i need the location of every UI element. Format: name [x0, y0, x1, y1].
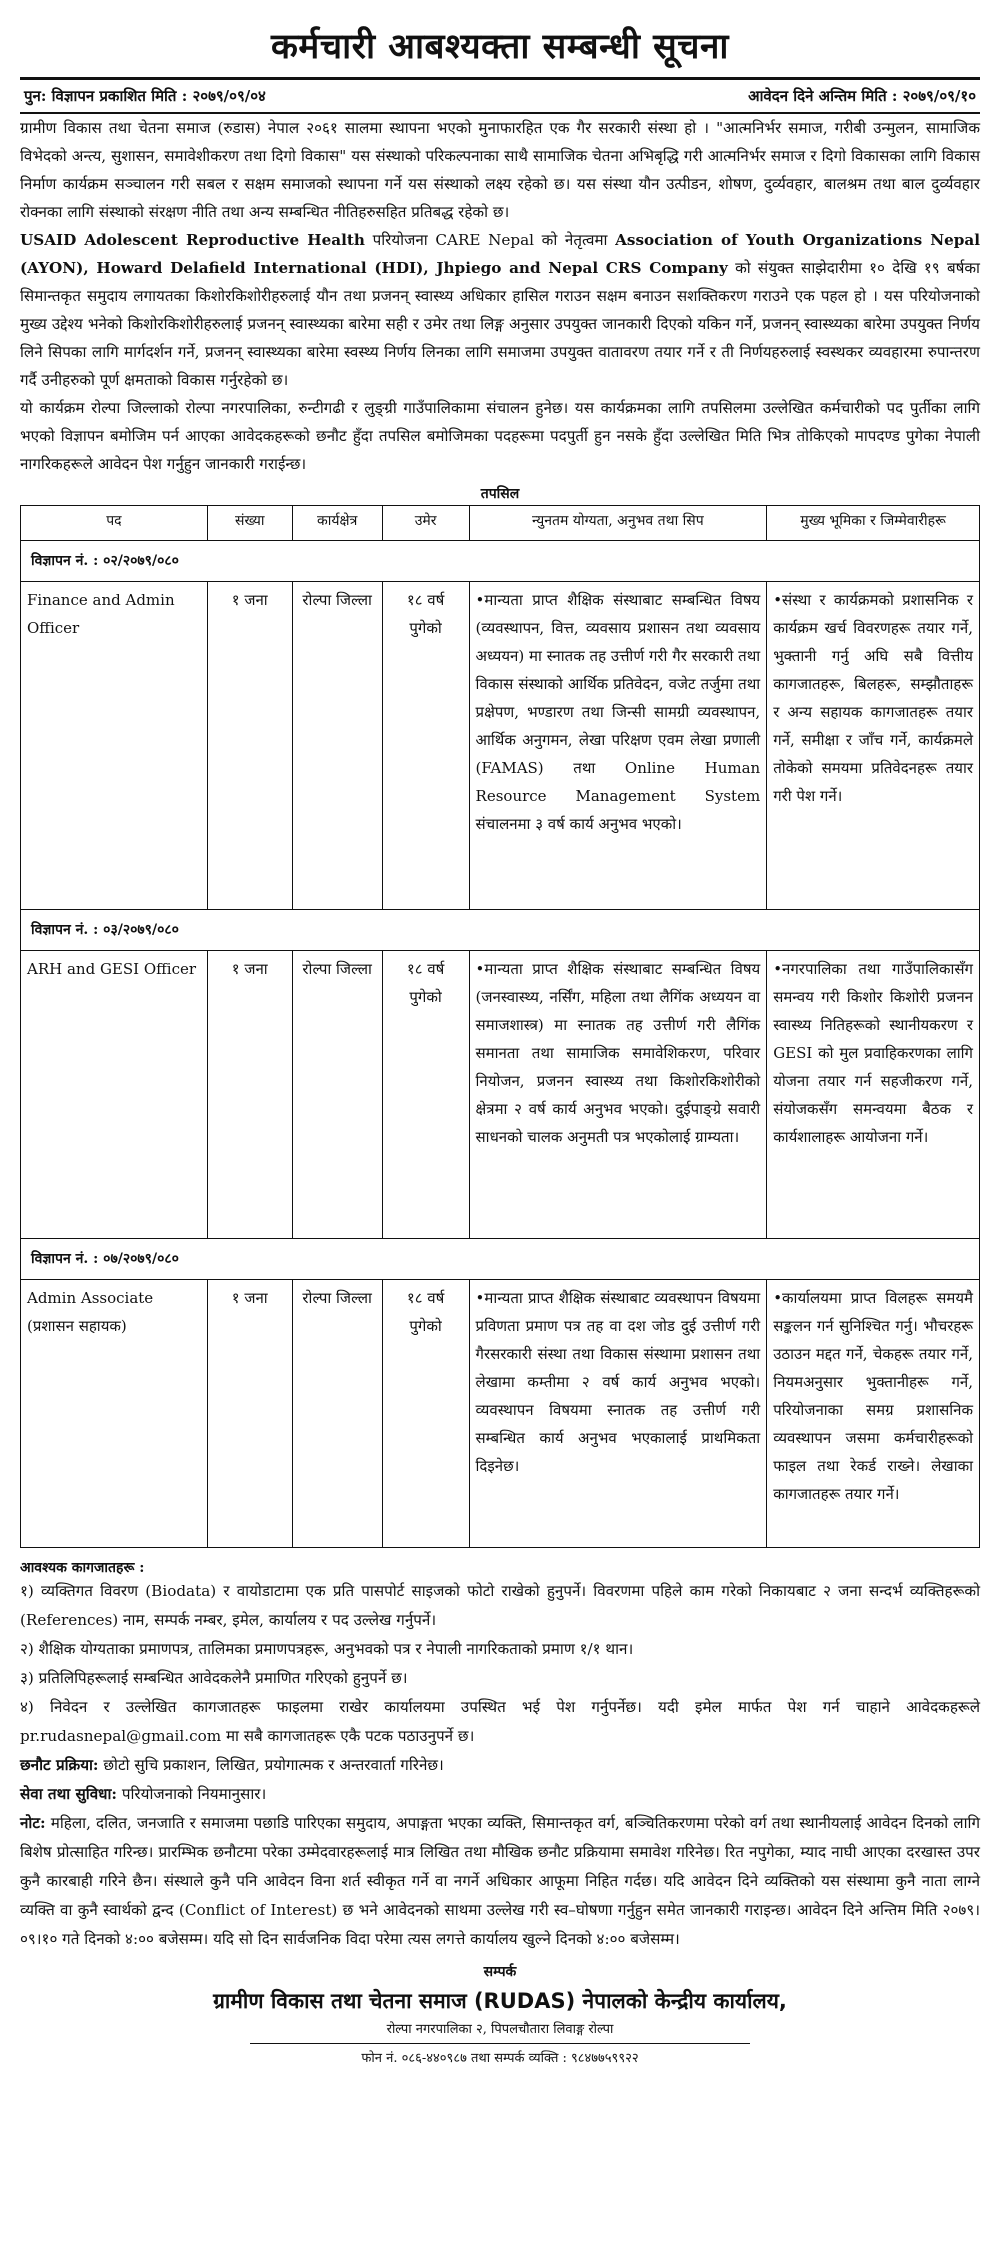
intro-paragraph-1: ग्रामीण विकास तथा चेतना समाज (रुडास) नेपाल २०६१ सालमा स्थापना भएको मुनाफारहित एक गैर सरकारी संस्था हो । "आत्मनिर्भर समाज, गरीबी उन्मुलन, सामाजिक विभेदको अन्त्य, सुशासन, समावेशीकरण तथा दिगो विकास" यस संस्थाको परिकल्पनाका साथै सामाजिक चेतना अभिबृद्धि गरी आत्मनिर्भर समाज र दिगो विकासका लागि विकास निर्माण कार्यक्रम सञ्चालन गरी सबल र सक्षम समाजको स्थापना गर्ने यस संस्थाको लक्ष्य रहेको छ। यस संस्था यौन उत्पीडन, शोषण, दुर्व्यवहार, बालश्रम तथा बाल दुर्व्यवहार रोक्नका लागि संस्थाको संरक्षण नीति तथा अन्य सम्बन्धित नीतिहरुसहित प्रतिबद्ध रहेको छ।	[20, 119, 980, 221]
partners-name: Association of Youth Organizations Nepal (AYON), Howard Delafield International (HDI), Jhpiego and Nepal CRS Company	[20, 231, 980, 277]
contact-heading: सम्पर्क	[483, 1964, 517, 1980]
list-item: ४) निवेदन र उल्लेखित कागजातहरू फाइलमा राखेर कार्यालयमा उपस्थित भई पेश गर्नुपर्नेछ। यदी इमेल मार्फत पेश गर्न चाहाने आवेदकहरूले pr.rudasnepal@gmail.com मा सबै कागजातहरू एकै पटक पठाउनुपर्ने छ।	[20, 1698, 980, 1745]
notice-page	[20, 22, 980, 2066]
ad-number: विज्ञापन नं. : ०७/२०७९/०८०	[21, 1239, 980, 1280]
table-row	[21, 951, 980, 1239]
post-title: Finance and Admin Officer	[21, 582, 208, 910]
selection-process	[20, 1751, 980, 1780]
contact-section	[20, 1962, 980, 2066]
header-post: पद	[21, 506, 208, 541]
header-location: कार्यक्षेत्र	[292, 506, 382, 541]
organization-name: ग्रामीण विकास तथा चेतना समाज (RUDAS) नेपालको केन्द्रीय कार्यालय,	[213, 1989, 787, 2013]
post-duties: •कार्यालयमा प्राप्त विलहरू समयमै सङ्कलन गर्न सुनिश्चित गर्नु। भौचरहरू उठाउन मद्दत गर्ने, चेकहरू तयार गर्ने, नियमअनुसार भुक्तानीहरू गर्ने, परियोजनाका समग्र प्रशासनिक व्यवस्थापन जसमा कर्मचारीहरूको फाइल तथा रेकर्ड राख्ने। लेखाका कागजातहरू तयार गर्ने।	[767, 1280, 980, 1548]
intro-text-b: को संयुक्त साझेदारीमा १० देखि १९ बर्षका सिमान्तकृत समुदाय लगायतका किशोरकिशोरीहरुलाई यौन तथा प्रजनन् स्वास्थ्य अधिकार हासिल गराउन सक्षम बनाउन सशक्तिकरण गराउने एक पहल हो । यस परियोजनाको मुख्य उद्देश्य भनेको किशोरकिशोरीहरुलाई प्रजनन् स्वास्थ्यका बारेमा सही र उमेर तथा लिङ्ग अनुसार उपयुक्त जानकारी दिएको यकिन गर्ने, प्रजनन् स्वास्थ्यका बारेमा उपयुक्त निर्णय लिने सिपका लागि मार्गदर्शन गर्ने, प्रजनन् स्वास्थ्यका बारेमा स्वस्थ्य निर्णय लिनका लागि समाजमा उपयुक्त वातावरण तयार गर्ने र ती निर्णयहरुलाई स्वस्थकर व्यवहारमा रुपान्तरण गर्दै उनीहरुको पूर्ण क्षमताको विकास गर्नुरहेको छ।	[20, 259, 980, 389]
intro-paragraph-2	[20, 226, 980, 394]
post-qualification: •मान्यता प्राप्त शैक्षिक संस्थाबाट सम्बन्धित विषय (व्यवस्थापन, वित्त, व्यवसाय प्रशासन तथा व्यवसाय अध्ययन) मा स्नातक तह उत्तीर्ण गरी गैर सरकारी तथा विकास संस्थाको आर्थिक प्रतिवेदन, वजेट तर्जुमा तथा प्रक्षेपण, भण्डारण तथा जिन्सी सामग्री व्यवस्थापन, आर्थिक अनुगमन, लेखा परिक्षण एवम लेखा प्रणाली (FAMAS) तथा Online Human Resource Management System संचालनमा ३ वर्ष कार्य अनुभव भएको।	[469, 582, 767, 910]
benefits-label: सेवा तथा सुविधा:	[20, 1785, 118, 1803]
note-label: नोट:	[20, 1814, 46, 1832]
organization-phone: फोन नं. ०८६-४४०९८७ तथा सम्पर्क व्यक्ति : ९८४७७५९९२२	[250, 2043, 750, 2066]
post-duties: •नगरपालिका तथा गाउँपालिकासँग समन्वय गरी किशोर किशोरी प्रजनन स्वास्थ्य नितिहरूको स्थानीयकरण र GESI को मुल प्रवाहिकरणका लागि योजना तयार गर्न सहजीकरण गर्ने, संयोजकसँग समन्वयमा बैठक र कार्यशालाहरू आयोजना गर्ने।	[767, 951, 980, 1239]
documents-heading: आवश्यक कागजातहरू :	[20, 1560, 145, 1576]
header-count: संख्या	[207, 506, 292, 541]
post-title: ARH and GESI Officer	[21, 951, 208, 1239]
header-duties: मुख्य भूमिका र जिम्मेवारीहरू	[767, 506, 980, 541]
notes-section	[20, 1558, 980, 1954]
note	[20, 1809, 980, 1954]
organization-address: रोल्पा नगरपालिका २, पिपलचौतारा लिवाङ्ग रोल्पा	[386, 2022, 614, 2037]
table-header-row	[21, 506, 980, 541]
list-item: ३) प्रतिलिपिहरूलाई सम्बन्धित आवेदकलेनै प्रमाणित गरिएको हुनुपर्ने छ।	[20, 1669, 408, 1687]
ad-number: विज्ञापन नं. : ०२/२०७९/०८०	[21, 541, 980, 582]
post-qualification: •मान्यता प्राप्त शैक्षिक संस्थाबाट व्यवस्थापन विषयमा प्रविणता प्रमाण पत्र तह वा दश जोड दुई उत्तीर्ण गरी गैरसरकारी संस्था तथा विकास संस्थामा प्रशासन तथा लेखामा कम्तीमा २ वर्ष कार्य अनुभव भएको। व्यवस्थापन विषयमा स्नातक तह उत्तीर्ण गरी सम्बन्धित कार्य अनुभव भएकालाई प्राथमिकता दिइनेछ।	[469, 1280, 767, 1548]
note-text: महिला, दलित, जनजाति र समाजमा पछाडि पारिएका समुदाय, अपाङ्गता भएका व्यक्ति, सिमान्तकृत वर्ग, बञ्चितिकरणमा परेको वर्ग तथा स्थानीयलाई आवेदन दिनको लागि बिशेष प्रोत्साहित गरिन्छ। प्रारम्भिक छनौटमा परेका उम्मेदवारहरूलाई मात्र लिखित तथा मौखिक छनौट प्रक्रियामा समावेश गरिनेछ। रित नपुगेका, म्याद नाघी आएका दरखास्त उपर कुनै कारबाही गरिने छैन। संस्थाले कुनै पनि आवेदन विना शर्त स्वीकृत गर्ने वा नगर्ने अधिकार आफूमा निहित गर्दछ। यदि आवेदन दिने व्यक्तिको यस संस्थामा कुनै नाता लाग्ने व्यक्ति वा कुनै स्वार्थको द्वन्द (Conflict of Interest) छ भने आवेदनको साथमा उल्लेख गरी स्व–घोषणा गर्नुहुन समेत जानकारी गराइन्छ। आवेदन दिने अन्तिम मिति २०७९।०९।१० गते दिनको ४:०० बजेसम्म। यदि सो दिन सार्वजनिक विदा परेमा त्यस लगत्ते कार्यालय खुल्ने दिनको ४:०० बजेसम्म।	[20, 1814, 980, 1948]
list-item: १) व्यक्तिगत विवरण (Biodata) र वायोडाटामा एक प्रति पासपोर्ट साइजको फोटो राखेको हुनुपर्ने। विवरणमा पहिले काम गरेको निकायबाट २ जना सन्दर्भ व्यक्तिहरूको (References) नाम, सम्पर्क नम्बर, इमेल, कार्यालय र पद उल्लेख गर्नुपर्ने।	[20, 1582, 980, 1629]
selection-text: छोटो सुचि प्रकाशन, लिखित, प्रयोगात्मक र अन्तरवार्ता गरिनेछ।	[98, 1756, 444, 1774]
selection-label: छनौट प्रक्रिया:	[20, 1756, 99, 1774]
header-qualification: न्युनतम योग्यता, अनुभव तथा सिप	[469, 506, 767, 541]
post-age: १८ वर्ष पुगेको	[382, 1280, 469, 1548]
intro-text-a: परियोजना CARE Nepal को नेतृत्वमा	[364, 231, 616, 249]
post-age: १८ वर्ष पुगेको	[382, 951, 469, 1239]
deadline-date: आवेदन दिने अन्तिम मिति : २०७९/०९/१०	[748, 87, 976, 105]
header-age: उमेर	[382, 506, 469, 541]
benefits	[20, 1780, 980, 1809]
published-date: पुन: विज्ञापन प्रकाशित मिति : २०७९/०९/०४	[24, 87, 266, 105]
post-title: Admin Associate (प्रशासन सहायक)	[21, 1280, 208, 1548]
post-qualification: •मान्यता प्राप्त शैक्षिक संस्थाबाट सम्बन्धित विषय (जनस्वास्थ्य, नर्सिंग, महिला तथा लैगिंक अध्ययन वा समाजशास्त्र) मा स्नातक तह उत्तीर्ण गरी लैगिंक समानता तथा सामाजिक समावेशिकरण, परिवार नियोजन, प्रजनन स्वास्थ्य तथा किशोरकिशोरीको क्षेत्रमा २ वर्ष कार्य अनुभव भएको। दुईपाङ्ग्रे सवारी साधनको चालक अनुमती पत्र भएकोलाई ग्राम्यता।	[469, 951, 767, 1239]
table-row	[21, 582, 980, 910]
vacancy-table	[20, 505, 980, 1548]
post-count: १ जना	[207, 582, 292, 910]
documents-list	[20, 1577, 980, 1751]
post-location: रोल्पा जिल्ला	[292, 1280, 382, 1548]
ad-number: विज्ञापन नं. : ०३/२०७९/०८०	[21, 910, 980, 951]
benefits-text: परियोजनाको नियमानुसार।	[117, 1785, 267, 1803]
post-duties: •संस्था र कार्यक्रमको प्रशासनिक र कार्यक्रम खर्च विवरणहरू तयार गर्ने, भुक्तानी गर्नु अघि सबै वित्तीय कागजातहरू, बिलहरू, सम्झौताहरू र अन्य सहायक कागजातहरू तयार गर्ने, समीक्षा र जाँच गर्ने, कार्यक्रमले तोकेको समयमा प्रतिवेदनहरू तयार गरी पेश गर्ने।	[767, 582, 980, 910]
table-caption: तपसिल	[480, 486, 520, 502]
post-count: १ जना	[207, 1280, 292, 1548]
post-location: रोल्पा जिल्ला	[292, 951, 382, 1239]
post-location: रोल्पा जिल्ला	[292, 582, 382, 910]
post-age: १८ वर्ष पुगेको	[382, 582, 469, 910]
program-name: USAID Adolescent Reproductive Health	[20, 231, 365, 249]
date-bar	[20, 77, 980, 114]
intro-paragraph-3: यो कार्यक्रम रोल्पा जिल्लाको रोल्पा नगरपालिका, रुन्टीगढी र लुङ्ग्री गाउँपालिकामा संचालन हुनेछ। यस कार्यक्रमका लागि तपसिलमा उल्लेखित कर्मचारीको पद पुर्तीका लागि भएको विज्ञापन बमोजिम पर्न आएका आवेदकहरूको छनौट हुँदा तपसिल बमोजिमका पदहरूमा पदपुर्ती हुन नसके हुँदा उल्लेखित मिति भित्र तोकिएको मापदण्ड पुगेका नेपाली नागरिकहरूले आवेदन पेश गर्नुहुन जानकारी गराईन्छ।	[20, 399, 980, 473]
list-item: २) शैक्षिक योग्यताका प्रमाणपत्र, तालिमका प्रमाणपत्रहरू, अनुभवको पत्र र नेपाली नागरिकताको प्रमाण १/१ थान।	[20, 1640, 634, 1658]
notice-title: कर्मचारी आबश्यक्ता सम्बन्धी सूचना	[271, 27, 729, 67]
table-row	[21, 1280, 980, 1548]
post-count: १ जना	[207, 951, 292, 1239]
